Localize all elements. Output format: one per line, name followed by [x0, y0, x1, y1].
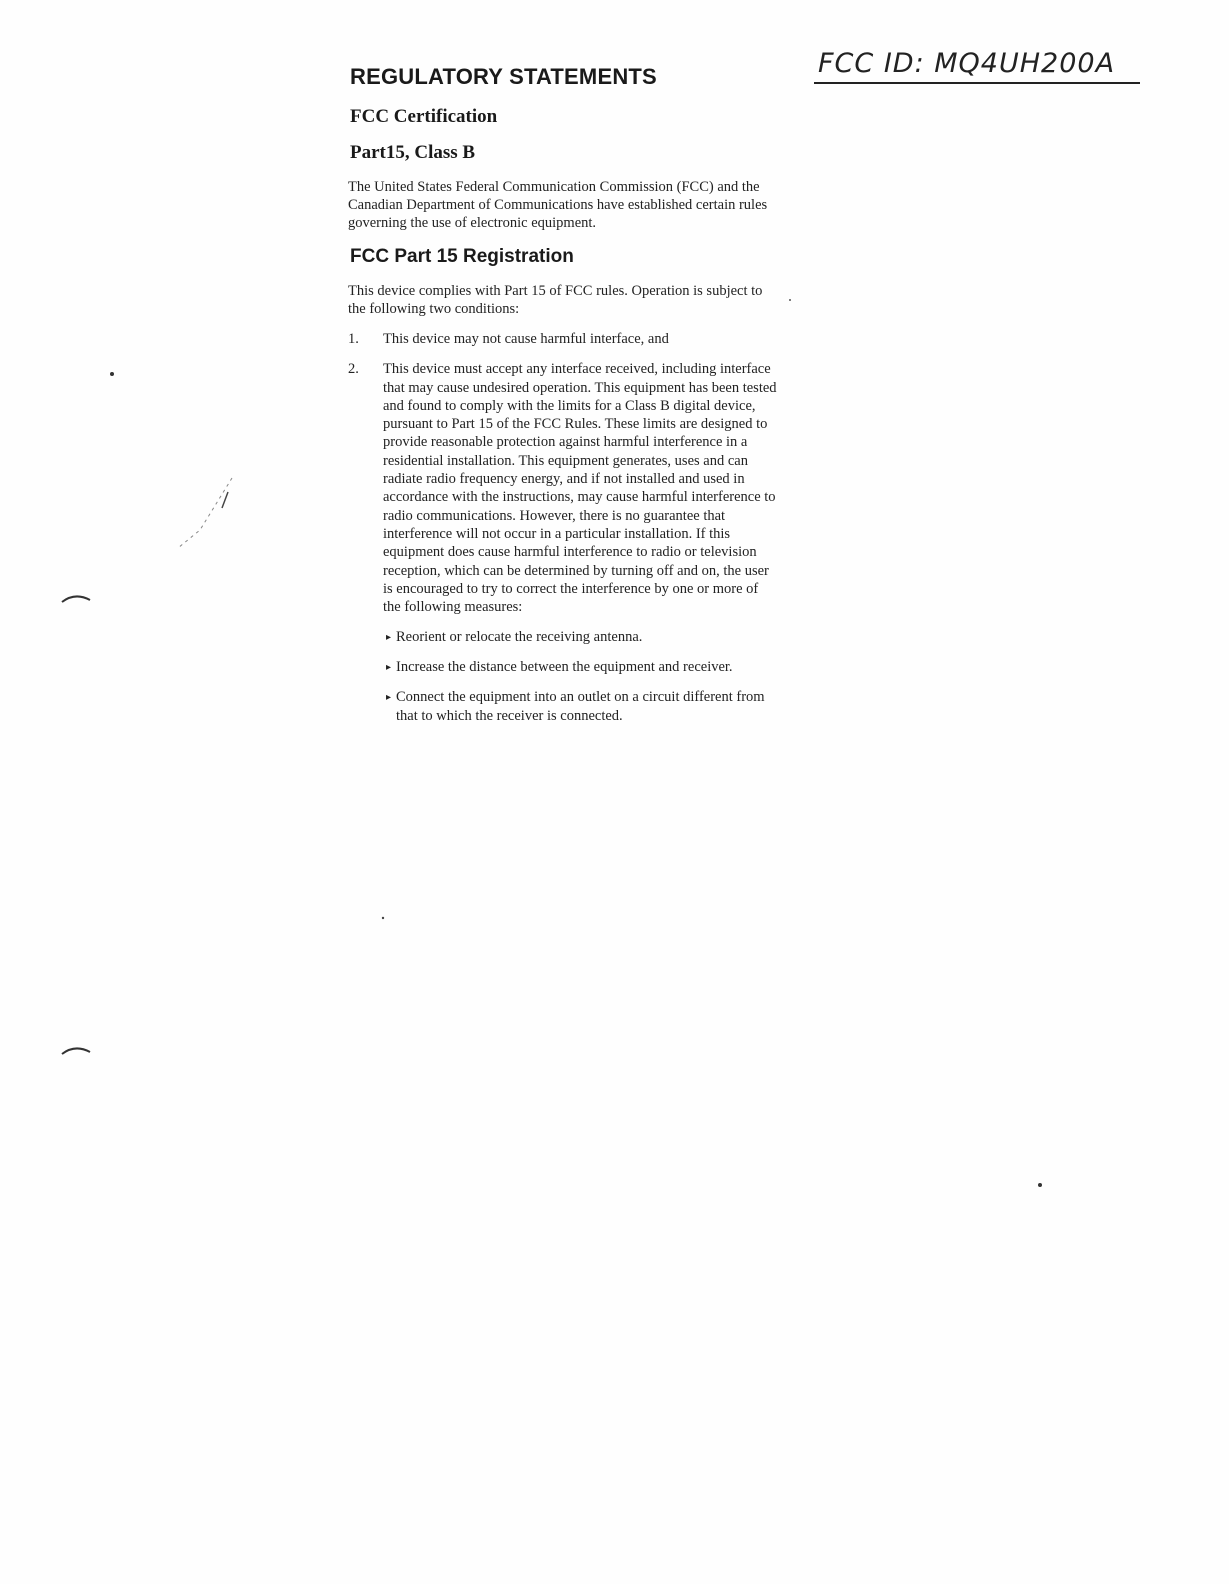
page-title: REGULATORY STATEMENTS: [350, 64, 657, 89]
document-body: [348, 60, 778, 737]
list-item: [348, 330, 778, 348]
conditions-list: [348, 330, 778, 616]
list-item: [386, 658, 778, 677]
measure-text: Connect the equipment into an outlet on a circuit different from that to which the receiver is connected.: [396, 689, 765, 725]
list-item: [386, 688, 778, 726]
list-number: 1.: [348, 331, 359, 347]
bullet-icon: ▸: [386, 662, 392, 674]
punch-hole-mark-upper: [62, 596, 90, 602]
measures-list: [386, 628, 778, 726]
section-heading-registration: FCC Part 15 Registration: [350, 246, 574, 267]
faint-stroke-mark: [178, 478, 232, 548]
bullet-icon: ▸: [386, 632, 392, 644]
fcc-id-underline: [814, 82, 1140, 84]
measure-text: Increase the distance between the equipment and receiver.: [396, 659, 733, 676]
measure-text: Reorient or relocate the receiving antenna.: [396, 629, 643, 646]
section-heading-part15: Part15, Class B: [350, 142, 476, 163]
section-heading-fcc-certification: FCC Certification: [350, 106, 498, 127]
speck-mark-2: [1038, 1183, 1042, 1187]
speck-mark-3: [382, 917, 384, 919]
bullet-icon: ▸: [386, 692, 392, 704]
list-number: 2.: [348, 361, 359, 378]
list-text: This device may not cause harmful interface, and: [383, 331, 669, 347]
list-text: This device must accept any interface received, including interface that may cause undesired operation. This equipment has been tested and found to comply with the limits for a Class B digital device, pursuant to Part 15 of the FCC Rules. These limits are designed to provide reasonable protection against harmful interference in a residential installation. This equipment generates, uses and can radiate radio frequency energy, and if not installed and used in accordance with the instructions, may cause harmful interference to radio communications. However, there is no guarantee that interference will not occur in a particular installation. If this equipment does cause harmful interference to radio or television reception, which can be determined by turning off and on, the user is encouraged to try to correct the interference by one or more of the following measures:: [383, 361, 777, 616]
punch-hole-mark-lower: [62, 1048, 90, 1054]
speck-mark: [110, 372, 114, 376]
speck-mark-4: [789, 299, 791, 301]
list-item: [386, 628, 778, 647]
intro-paragraph: The United States Federal Communication Commission (FCC) and the Canadian Department of Communications have established certain rules governing the use of electronic equipment.: [348, 179, 768, 231]
list-item: [348, 360, 778, 616]
handwritten-fcc-id: FCC ID: MQ4UH200A: [818, 48, 1116, 79]
faint-stroke-mark-2: [222, 492, 228, 508]
compliance-paragraph: This device complies with Part 15 of FCC rules. Operation is subject to the following two conditions:: [348, 283, 763, 317]
